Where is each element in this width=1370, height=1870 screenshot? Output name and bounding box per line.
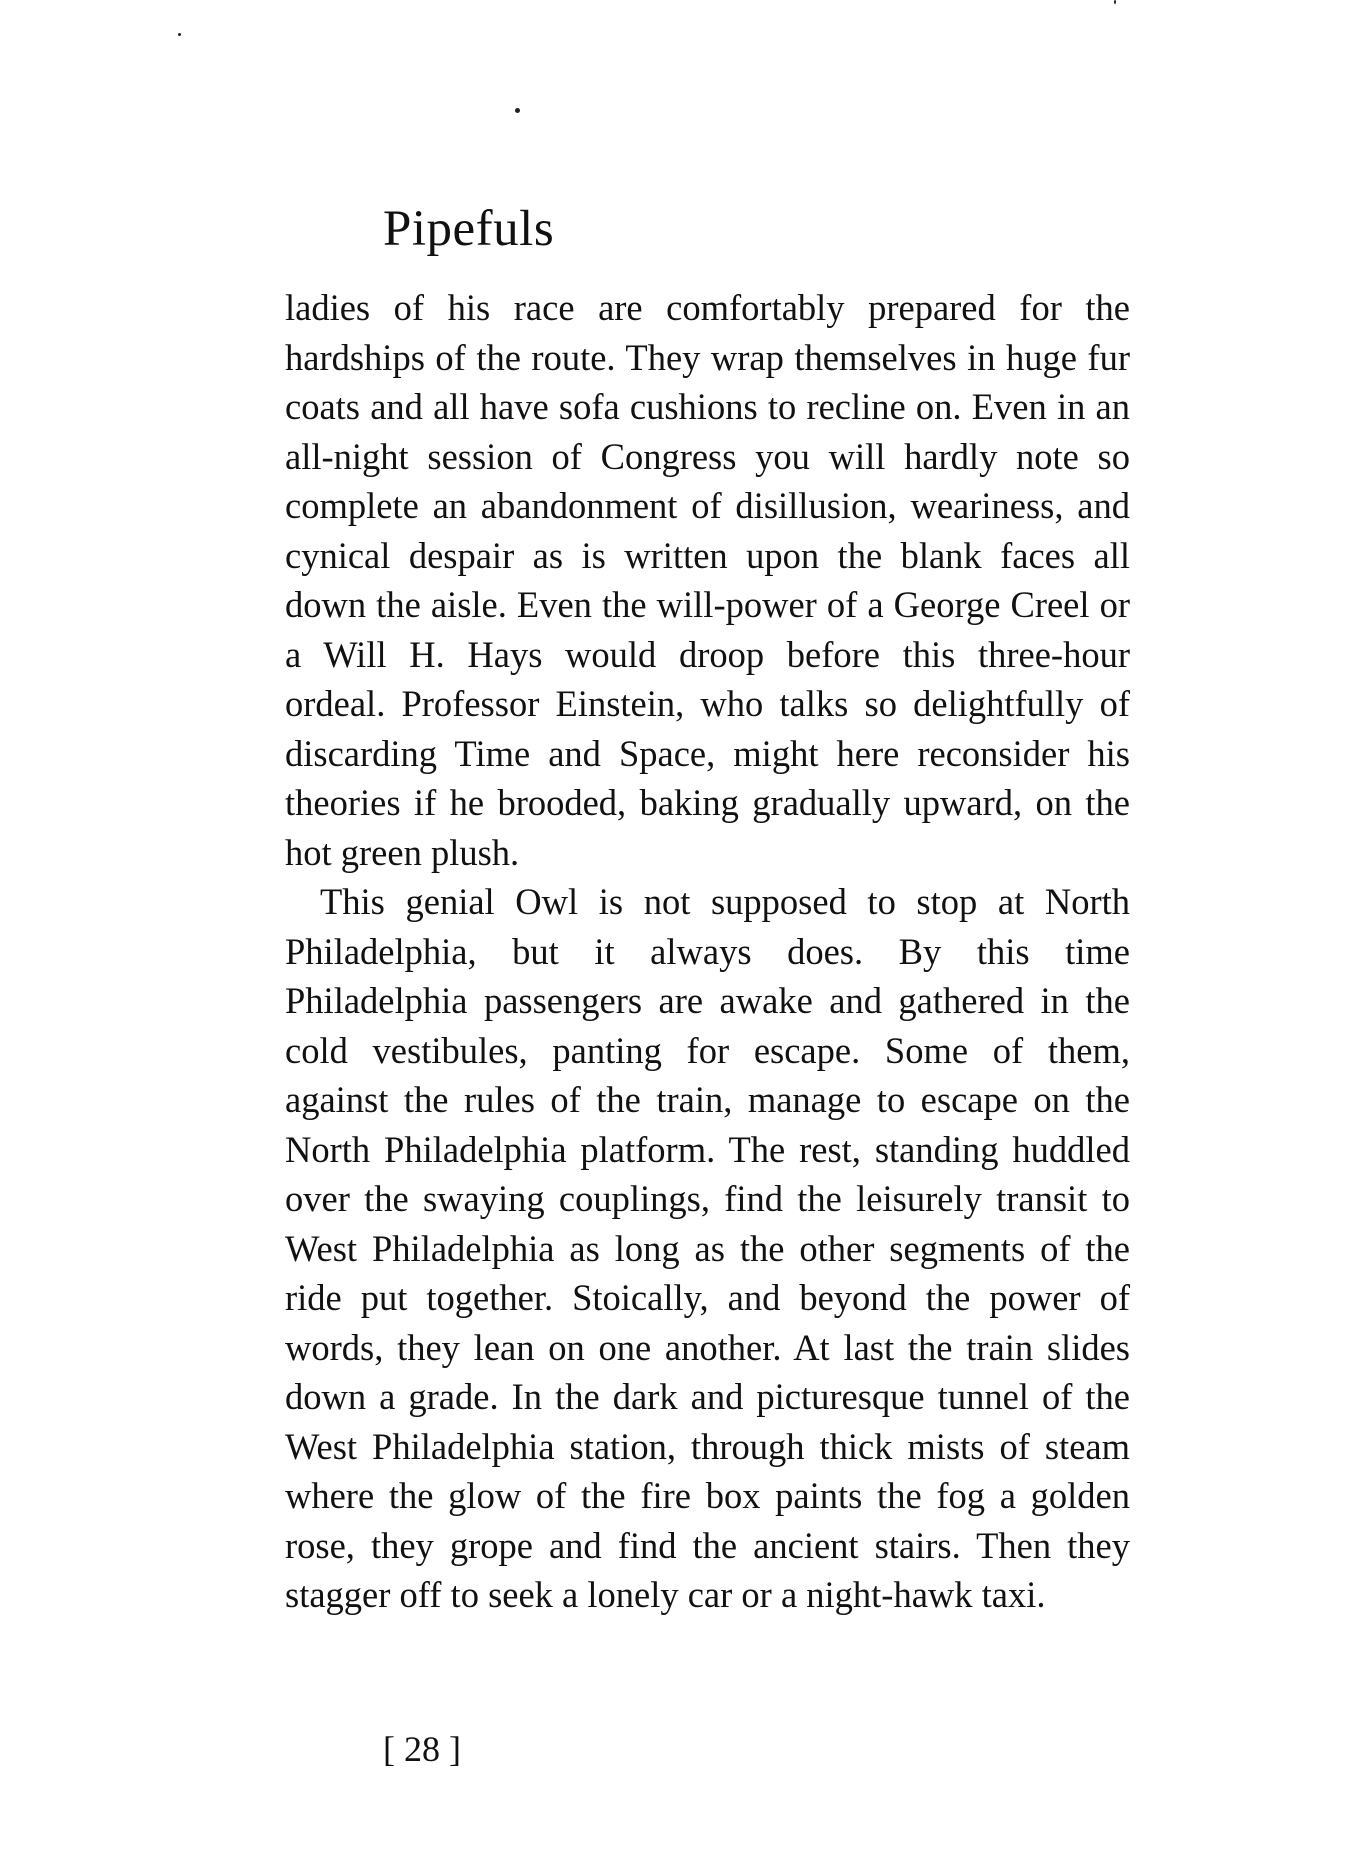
scan-speck — [1114, 0, 1116, 4]
scan-speck — [515, 108, 520, 113]
paragraph: This genial Owl is not supposed to stop at North Philadelphia, but it always does. By this time Philadelphia passengers are awake and gathered in the cold vestibules, panting for escape. Some of them, against the rules of the train, manage to escape on the North Philadelphia platform. The rest, standing huddled over the swaying couplings, find the leisurely transit to West Philadelphia as long as the other segments of the ride put together. Stoically, and beyond the power of words, they lean on one another. At last the train slides down a grade. In the dark and picturesque tunnel of the West Philadelphia station, through thick mists of steam where the glow of the fire box paints the fog a golden rose, they grope and find the ancient stairs. Then they stagger off to seek a lonely car or a night-hawk taxi. — [285, 881, 1130, 1615]
page-number: [ 28 ] — [383, 1729, 461, 1769]
paragraph-continued: ladies of his race are comfortably prepared for the hardships of the route. They wrap themselves in huge fur coats and all have sofa cushions to recline on. Even in an all-night session of Congress you will hardly note so complete an abandonment of disillusion, weariness, and cynical despair as is written upon the blank faces all down the aisle. Even the will-power of a George Creel or a Will H. Hays would droop before this three-hour ordeal. Professor Einstein, who talks so delightfully of discarding Time and Space, might here reconsider his theories if he brooded, baking gradually upward, on the hot green plush. — [285, 287, 1130, 873]
running-head-title: Pipefuls — [383, 201, 555, 257]
body-text — [285, 283, 1130, 1620]
scan-speck — [178, 33, 181, 36]
